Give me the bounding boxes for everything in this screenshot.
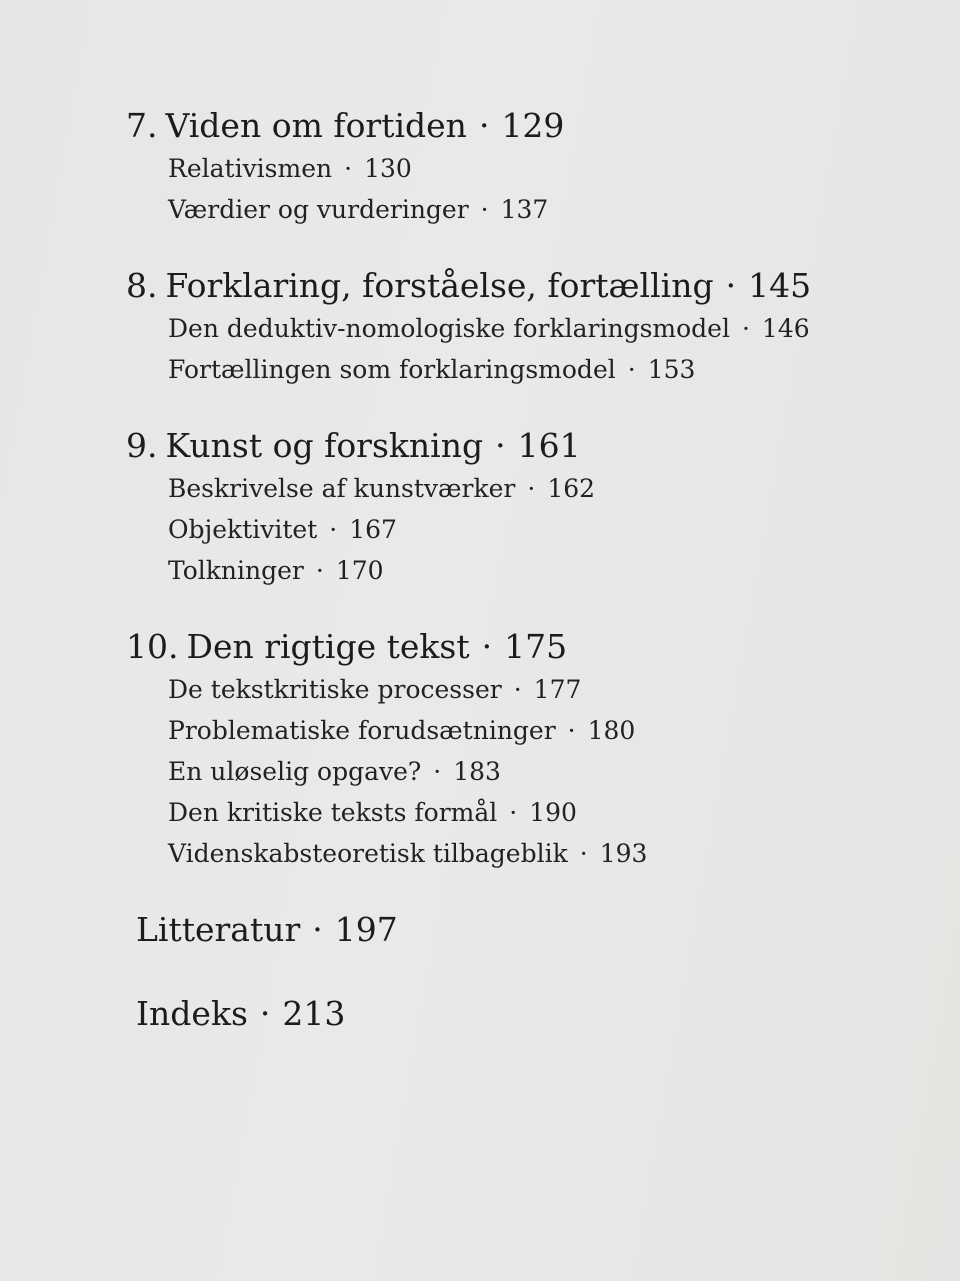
section-entry	[168, 669, 906, 710]
section-entry	[168, 148, 906, 189]
back-matter-entry	[136, 908, 906, 952]
back-matter-page-number: 197	[334, 910, 398, 949]
chapter-page-number: 175	[504, 627, 568, 666]
section-page-number: 180	[587, 716, 636, 745]
section-title: Fortællingen som forklaringsmodel	[168, 355, 616, 384]
chapter-page-number: 161	[517, 426, 581, 465]
section-title: Værdier og vurderinger	[168, 195, 469, 224]
chapter-heading	[126, 424, 906, 468]
section-page-number: 146	[761, 314, 810, 343]
section-title: Den deduktiv-nomologiske forklaringsmodel	[168, 314, 730, 343]
section-title: De tekstkritiske processer	[168, 675, 502, 704]
section-title: Den kritiske teksts formål	[168, 798, 498, 827]
chapter-heading	[126, 625, 906, 669]
section-page-number: 190	[529, 798, 577, 827]
section-page-number: 170	[335, 556, 384, 585]
section-page-number: 153	[647, 355, 696, 384]
separator-dot: ·	[495, 426, 506, 465]
section-title: Videnskabsteoretisk tilbageblik	[168, 839, 568, 868]
chapter-title: Viden om fortiden	[165, 106, 467, 145]
chapter-title: Den rigtige tekst	[186, 627, 470, 666]
back-matter-entry	[136, 992, 906, 1036]
separator-dot: ·	[725, 266, 737, 305]
separator-dot: ·	[259, 994, 271, 1033]
separator-dot: ·	[579, 839, 588, 868]
separator-dot: ·	[315, 556, 324, 585]
chapter-entry	[126, 104, 906, 230]
separator-dot: ·	[567, 716, 576, 745]
section-page-number: 130	[364, 154, 412, 183]
chapter-heading	[126, 104, 906, 148]
chapter-entry	[126, 625, 906, 874]
chapter-number: 7.	[126, 106, 158, 145]
section-title: En uløselig opgave?	[168, 757, 422, 786]
section-entry	[168, 349, 906, 390]
separator-dot: ·	[481, 627, 493, 666]
section-entry	[168, 509, 906, 550]
section-page-number: 167	[349, 515, 397, 544]
separator-dot: ·	[513, 675, 522, 704]
section-entry	[168, 308, 906, 349]
chapter-entry	[126, 264, 906, 390]
section-entry	[168, 710, 906, 751]
chapter-number: 10.	[126, 627, 179, 666]
section-page-number: 183	[453, 757, 501, 786]
section-page-number: 177	[533, 675, 582, 704]
section-entry	[168, 550, 906, 591]
section-page-number: 193	[599, 839, 648, 868]
table-of-contents	[126, 104, 906, 1076]
separator-dot: ·	[329, 515, 338, 544]
section-page-number: 162	[547, 474, 596, 503]
section-entry	[168, 468, 906, 509]
chapter-number: 8.	[126, 266, 158, 305]
section-title: Beskrivelse af kunstværker	[168, 474, 516, 503]
separator-dot: ·	[741, 314, 750, 343]
chapter-page-number: 129	[501, 106, 565, 145]
separator-dot: ·	[627, 355, 636, 384]
separator-dot: ·	[312, 910, 323, 949]
separator-dot: ·	[509, 798, 518, 827]
separator-dot: ·	[433, 757, 442, 786]
chapter-page-number: 145	[748, 266, 812, 305]
chapter-title: Kunst og forskning	[165, 426, 484, 465]
section-entry	[168, 792, 906, 833]
separator-dot: ·	[344, 154, 353, 183]
separator-dot: ·	[478, 106, 490, 145]
separator-dot: ·	[480, 195, 489, 224]
chapter-number: 9.	[126, 426, 158, 465]
chapter-title: Forklaring, forståelse, fortælling	[165, 266, 714, 305]
section-page-number: 137	[500, 195, 549, 224]
back-matter-page-number: 213	[282, 994, 346, 1033]
chapter-entry	[126, 424, 906, 591]
section-entry	[168, 833, 906, 874]
back-matter-title: Litteratur	[136, 910, 301, 949]
section-entry	[168, 751, 906, 792]
back-matter-title: Indeks	[136, 994, 248, 1033]
section-title: Objektivitet	[168, 515, 318, 544]
section-title: Relativismen	[168, 154, 333, 183]
section-title: Problematiske forudsætninger	[168, 716, 556, 745]
chapter-heading	[126, 264, 906, 308]
section-entry	[168, 189, 906, 230]
separator-dot: ·	[527, 474, 536, 503]
section-title: Tolkninger	[168, 556, 304, 585]
